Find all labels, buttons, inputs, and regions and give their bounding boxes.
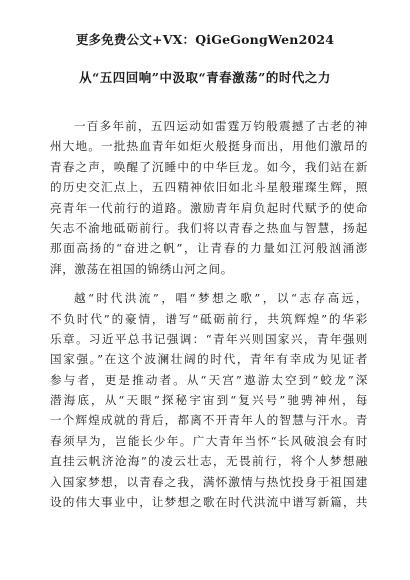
text-line: 春须早为，岂能长少年。广大青年当怀“长风破浪会有时: [50, 433, 368, 448]
text-line: 一个辉煌成就的背后，都离不开青年人的智慧与汗水。青: [50, 413, 368, 428]
paragraph: [50, 116, 368, 279]
text-line: 不负时代”的豪情，谱写“砥砺前行，共筑辉煌”的华彩: [50, 311, 368, 326]
document-title: 从“五四回响”中汲取“青春激荡”的时代之力: [79, 70, 331, 85]
text-line: 的历史交汇点上，五四精神依旧如北斗星般璀璨生辉，照: [50, 180, 368, 195]
text-line: 参与者，更是推动者。从“天宫”遨游太空到“蛟龙”深: [50, 372, 368, 387]
text-line: 直挂云帆济沧海”的凌云壮志，无畏前行，将个人梦想融: [50, 454, 368, 469]
text-line: 乐章。习近平总书记强调：“青年兴则国家兴，青年强则: [50, 331, 368, 346]
document-body: [50, 116, 368, 512]
text-line: 设的伟大事业中，让梦想之歌在时代洪流中谱写新篇，共: [50, 495, 368, 510]
text-line: 国家强。”在这个波澜壮阔的时代，青年有幸成为见证者: [50, 352, 368, 367]
text-line: 矢志不渝地砥砺前行。我们将以青春之热血与智慧，扬起: [50, 220, 368, 235]
text-line: 那面高扬的“奋进之帆”，让青春的力量如江河般汹涌澎: [50, 241, 368, 256]
paragraph: [50, 288, 368, 512]
text-line: 潜海底，从“天眼”探秘宇宙到“复兴号”驰骋神州，每: [50, 393, 368, 408]
text-line: 青春之声，唤醒了沉睡中的中华巨龙。如今，我们站在新: [50, 159, 368, 174]
text-line: 亮青年一代前行的道路。激励青年肩负起时代赋予的使命: [50, 200, 368, 215]
text-line: 湃，激荡在祖国的锦绣山河之间。: [50, 261, 233, 276]
text-line: 州大地。一批热血青年如炬火般挺身而出，用他们激昂的: [50, 139, 368, 154]
text-line: 入国家梦想，以青春之我，满怀激情与热忱投身于祖国建: [50, 474, 368, 489]
text-line: 一百多年前，五四运动如雷霆万钧般震撼了古老的神: [74, 119, 368, 133]
text-line: 越“时代洪流”，唱“梦想之歌”，以“志存高远，: [74, 291, 368, 306]
promo-header: 更多免费公文+VX：QiGeGongWen2024: [75, 32, 335, 47]
